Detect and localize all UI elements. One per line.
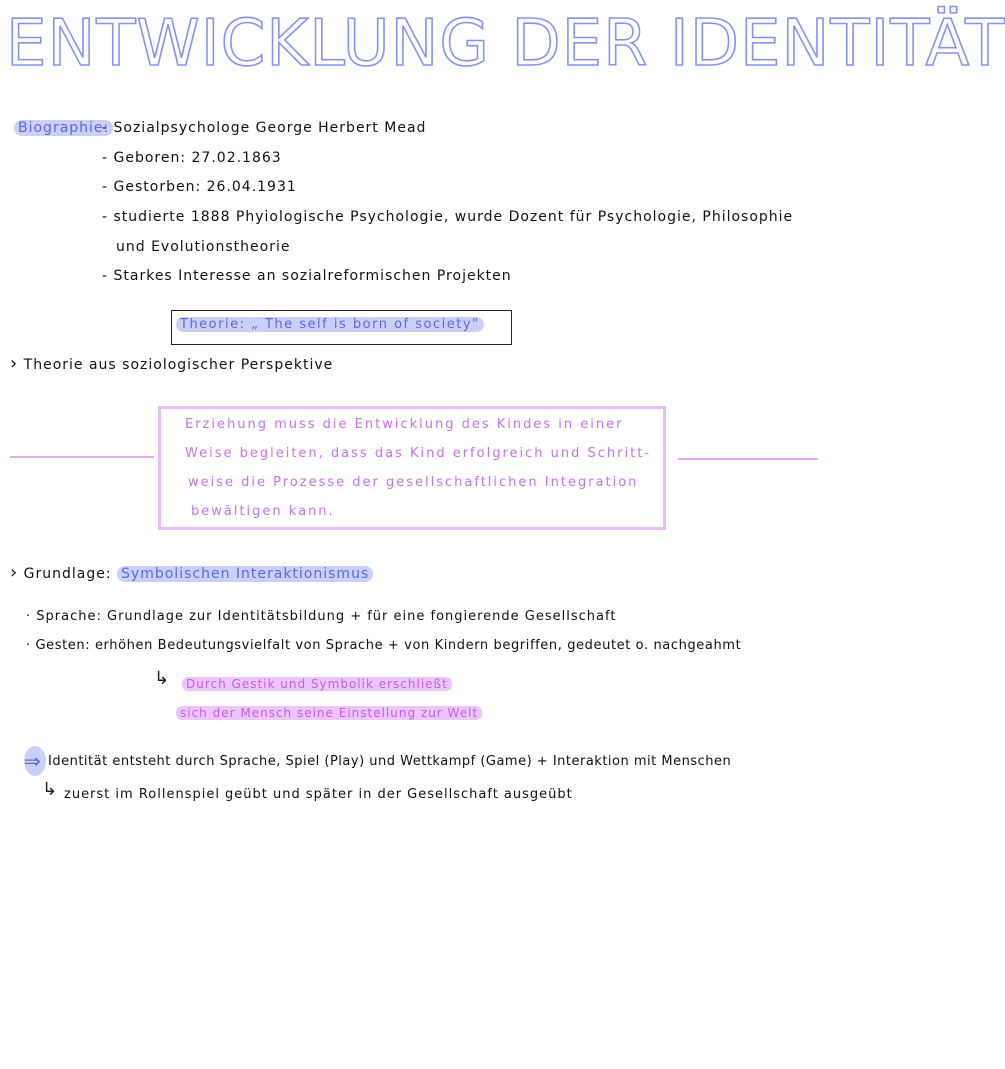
quote-line: weise die Prozesse der gesellschaftlichen Integration — [188, 475, 639, 490]
chevron-right-icon: › — [10, 562, 19, 583]
theorie-text: Theorie: „ The self is born of society" — [176, 317, 484, 332]
gesten-note-line: Durch Gestik und Symbolik erschließt — [182, 674, 452, 694]
quote-line: Erziehung muss die Entwicklung des Kindes in einer — [185, 417, 624, 432]
bullet-item: · Sprache: Grundlage zur Identitätsbildung + für eine fongierende Gesellschaft — [26, 609, 617, 624]
quote-box — [158, 406, 666, 530]
conclusion-line: zuerst im Rollenspiel geübt und später in der Gesellschaft ausgeübt — [64, 787, 573, 802]
biographie-item: - Sozialpsychologe George Herbert Mead — [102, 120, 427, 136]
grundlage-line: › Grundlage: Symbolischen Interaktionismus — [10, 563, 373, 584]
gesten-note-line: sich der Mensch seine Einstellung zur Welt — [176, 703, 482, 723]
page-title: ENTWICKLUNG DER IDENTITÄT — [6, 7, 1005, 81]
conclusion-line: Identität entsteht durch Sprache, Spiel (Play) und Wettkampf (Game) + Interaktion mit Menschen — [48, 754, 732, 769]
biographie-item: - Geboren: 27.02.1863 — [102, 150, 282, 166]
quote-line: bewältigen kann. — [191, 504, 335, 519]
bullet-item: · Gesten: erhöhen Bedeutungsvielfalt von Sprache + von Kindern begriffen, gedeutet o. nachgeahmt — [26, 638, 742, 653]
perspektive-line: › Theorie aus soziologischer Perspektive — [10, 353, 334, 374]
divider-right — [678, 458, 818, 460]
double-arrow-icon: ⇒ — [24, 749, 41, 773]
divider-left — [10, 456, 154, 458]
biographie-item: - studierte 1888 Phyiologische Psychologie, wurde Dozent für Psychologie, Philosophie — [102, 209, 794, 225]
biographie-item: und Evolutionstheorie — [116, 239, 291, 255]
biographie-item: - Starkes Interesse an sozialreformischen Projekten — [102, 268, 512, 284]
biographie-label: Biographie: — [14, 118, 113, 138]
chevron-right-icon: › — [10, 353, 19, 374]
bullet-dot-icon: · — [26, 638, 31, 653]
quote-line: Weise begleiten, dass das Kind erfolgreich und Schritt- — [185, 446, 651, 461]
hook-arrow-icon: ↳ — [42, 779, 58, 800]
hook-arrow-icon: ↳ — [154, 668, 170, 689]
biographie-item: - Gestorben: 26.04.1931 — [102, 179, 297, 195]
bullet-dot-icon: · — [26, 609, 32, 624]
